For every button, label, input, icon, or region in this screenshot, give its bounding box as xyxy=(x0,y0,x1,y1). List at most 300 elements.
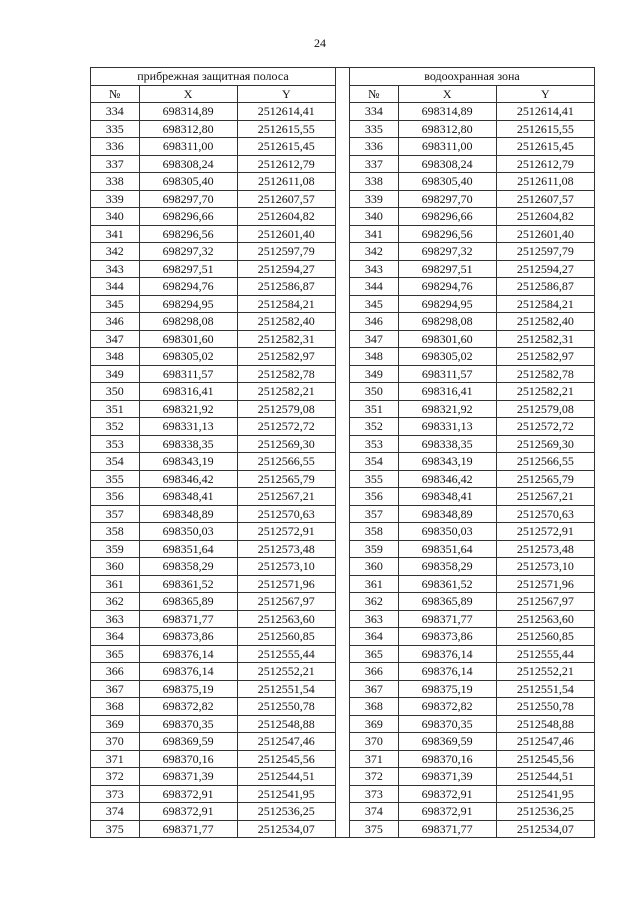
right-y-coordinate: 2512582,31 xyxy=(496,330,594,348)
right-y-coordinate: 2512573,10 xyxy=(496,558,594,576)
right-point-number: 340 xyxy=(350,208,399,226)
right-x-coordinate: 698314,89 xyxy=(398,103,496,121)
right-x-coordinate: 698370,16 xyxy=(398,750,496,768)
table-gap xyxy=(335,715,349,733)
left-y-coordinate: 2512584,21 xyxy=(237,295,335,313)
table-gap xyxy=(335,260,349,278)
table-gap xyxy=(335,628,349,646)
left-x-coordinate: 698370,16 xyxy=(139,750,237,768)
left-point-number: 369 xyxy=(91,715,140,733)
table-gap xyxy=(335,155,349,173)
right-point-number: 351 xyxy=(350,400,399,418)
left-x-coordinate: 698296,66 xyxy=(139,208,237,226)
left-x-coordinate: 698314,89 xyxy=(139,103,237,121)
right-point-number: 360 xyxy=(350,558,399,576)
left-y-coordinate: 2512573,10 xyxy=(237,558,335,576)
right-y-coordinate: 2512594,27 xyxy=(496,260,594,278)
right-x-coordinate: 698346,42 xyxy=(398,470,496,488)
right-y-coordinate: 2512567,21 xyxy=(496,488,594,506)
right-y-coordinate: 2512552,21 xyxy=(496,663,594,681)
table-row xyxy=(91,820,595,838)
left-point-number: 340 xyxy=(91,208,140,226)
right-x-coordinate: 698372,91 xyxy=(398,803,496,821)
right-y-coordinate: 2512597,79 xyxy=(496,243,594,261)
right-x-coordinate: 698371,77 xyxy=(398,820,496,838)
right-point-number: 350 xyxy=(350,383,399,401)
table-row xyxy=(91,400,595,418)
table-row xyxy=(91,278,595,296)
right-x-coordinate: 698294,95 xyxy=(398,295,496,313)
left-point-number: 359 xyxy=(91,540,140,558)
table-row xyxy=(91,523,595,541)
left-x-coordinate: 698373,86 xyxy=(139,628,237,646)
left-point-number: 342 xyxy=(91,243,140,261)
right-x-coordinate: 698338,35 xyxy=(398,435,496,453)
left-y-coordinate: 2512582,40 xyxy=(237,313,335,331)
right-x-coordinate: 698305,40 xyxy=(398,173,496,191)
left-point-number: 372 xyxy=(91,768,140,786)
right-y-coordinate: 2512570,63 xyxy=(496,505,594,523)
left-x-coordinate: 698312,80 xyxy=(139,120,237,138)
right-header-number: № xyxy=(350,85,399,103)
left-x-coordinate: 698348,41 xyxy=(139,488,237,506)
right-header-y: Y xyxy=(496,85,594,103)
left-x-coordinate: 698294,76 xyxy=(139,278,237,296)
left-y-coordinate: 2512615,45 xyxy=(237,138,335,156)
left-y-coordinate: 2512563,60 xyxy=(237,610,335,628)
right-x-coordinate: 698371,39 xyxy=(398,768,496,786)
table-gap xyxy=(335,488,349,506)
right-point-number: 359 xyxy=(350,540,399,558)
right-point-number: 341 xyxy=(350,225,399,243)
right-x-coordinate: 698311,57 xyxy=(398,365,496,383)
right-x-coordinate: 698361,52 xyxy=(398,575,496,593)
left-x-coordinate: 698308,24 xyxy=(139,155,237,173)
table-gap xyxy=(335,348,349,366)
right-y-coordinate: 2512584,21 xyxy=(496,295,594,313)
right-y-coordinate: 2512572,72 xyxy=(496,418,594,436)
left-point-number: 365 xyxy=(91,645,140,663)
left-x-coordinate: 698376,14 xyxy=(139,645,237,663)
left-y-coordinate: 2512582,97 xyxy=(237,348,335,366)
table-row xyxy=(91,383,595,401)
table-gap xyxy=(335,610,349,628)
right-x-coordinate: 698351,64 xyxy=(398,540,496,558)
table-gap xyxy=(335,435,349,453)
table-gap xyxy=(335,243,349,261)
table-row xyxy=(91,575,595,593)
right-y-coordinate: 2512571,96 xyxy=(496,575,594,593)
right-y-coordinate: 2512601,40 xyxy=(496,225,594,243)
right-point-number: 339 xyxy=(350,190,399,208)
left-y-coordinate: 2512548,88 xyxy=(237,715,335,733)
right-y-coordinate: 2512536,25 xyxy=(496,803,594,821)
page-number: 24 xyxy=(314,36,326,50)
table-gap xyxy=(335,470,349,488)
right-x-coordinate: 698375,19 xyxy=(398,680,496,698)
left-point-number: 350 xyxy=(91,383,140,401)
left-x-coordinate: 698350,03 xyxy=(139,523,237,541)
right-point-number: 354 xyxy=(350,453,399,471)
left-y-coordinate: 2512534,07 xyxy=(237,820,335,838)
table-gap xyxy=(335,330,349,348)
left-y-coordinate: 2512552,21 xyxy=(237,663,335,681)
right-y-coordinate: 2512604,82 xyxy=(496,208,594,226)
left-header-number: № xyxy=(91,85,140,103)
left-x-coordinate: 698372,82 xyxy=(139,698,237,716)
left-x-coordinate: 698372,91 xyxy=(139,803,237,821)
table-row xyxy=(91,435,595,453)
table-row xyxy=(91,505,595,523)
left-y-coordinate: 2512572,91 xyxy=(237,523,335,541)
table-gap xyxy=(335,820,349,838)
left-x-coordinate: 698376,14 xyxy=(139,663,237,681)
table-row xyxy=(91,453,595,471)
left-x-coordinate: 698331,13 xyxy=(139,418,237,436)
table-gap xyxy=(335,663,349,681)
right-x-coordinate: 698316,41 xyxy=(398,383,496,401)
left-x-coordinate: 698311,00 xyxy=(139,138,237,156)
table-row xyxy=(91,488,595,506)
right-x-coordinate: 698331,13 xyxy=(398,418,496,436)
left-point-number: 357 xyxy=(91,505,140,523)
right-x-coordinate: 698311,00 xyxy=(398,138,496,156)
right-y-coordinate: 2512573,48 xyxy=(496,540,594,558)
left-x-coordinate: 698321,92 xyxy=(139,400,237,418)
table-row xyxy=(91,313,595,331)
right-y-coordinate: 2512607,57 xyxy=(496,190,594,208)
table-row xyxy=(91,103,595,121)
right-header-x: X xyxy=(398,85,496,103)
right-point-number: 348 xyxy=(350,348,399,366)
table-gap xyxy=(335,365,349,383)
right-point-number: 358 xyxy=(350,523,399,541)
right-y-coordinate: 2512582,21 xyxy=(496,383,594,401)
right-y-coordinate: 2512614,41 xyxy=(496,103,594,121)
table-row xyxy=(91,470,595,488)
table-gap xyxy=(335,173,349,191)
right-y-coordinate: 2512560,85 xyxy=(496,628,594,646)
left-y-coordinate: 2512607,57 xyxy=(237,190,335,208)
table-row xyxy=(91,418,595,436)
right-x-coordinate: 698301,60 xyxy=(398,330,496,348)
right-point-number: 343 xyxy=(350,260,399,278)
right-point-number: 349 xyxy=(350,365,399,383)
right-y-coordinate: 2512551,54 xyxy=(496,680,594,698)
right-point-number: 375 xyxy=(350,820,399,838)
right-point-number: 374 xyxy=(350,803,399,821)
right-x-coordinate: 698305,02 xyxy=(398,348,496,366)
left-y-coordinate: 2512601,40 xyxy=(237,225,335,243)
table-gap xyxy=(335,523,349,541)
right-point-number: 372 xyxy=(350,768,399,786)
right-x-coordinate: 698297,51 xyxy=(398,260,496,278)
right-point-number: 363 xyxy=(350,610,399,628)
right-y-coordinate: 2512547,46 xyxy=(496,733,594,751)
right-point-number: 368 xyxy=(350,698,399,716)
table-row xyxy=(91,295,595,313)
right-point-number: 342 xyxy=(350,243,399,261)
right-x-coordinate: 698308,24 xyxy=(398,155,496,173)
right-y-coordinate: 2512582,40 xyxy=(496,313,594,331)
right-x-coordinate: 698373,86 xyxy=(398,628,496,646)
left-x-coordinate: 698338,35 xyxy=(139,435,237,453)
left-point-number: 334 xyxy=(91,103,140,121)
table-gap xyxy=(335,68,349,86)
table-row xyxy=(91,610,595,628)
left-x-coordinate: 698375,19 xyxy=(139,680,237,698)
left-x-coordinate: 698361,52 xyxy=(139,575,237,593)
left-y-coordinate: 2512551,54 xyxy=(237,680,335,698)
table-gap xyxy=(335,313,349,331)
right-point-number: 336 xyxy=(350,138,399,156)
right-point-number: 346 xyxy=(350,313,399,331)
left-y-coordinate: 2512579,08 xyxy=(237,400,335,418)
table-gap xyxy=(335,645,349,663)
left-y-coordinate: 2512569,30 xyxy=(237,435,335,453)
left-y-coordinate: 2512570,63 xyxy=(237,505,335,523)
right-x-coordinate: 698376,14 xyxy=(398,645,496,663)
table-gap xyxy=(335,593,349,611)
right-point-number: 357 xyxy=(350,505,399,523)
table-row xyxy=(91,698,595,716)
right-x-coordinate: 698365,89 xyxy=(398,593,496,611)
table-row xyxy=(91,663,595,681)
right-point-number: 365 xyxy=(350,645,399,663)
table-row xyxy=(91,540,595,558)
left-x-coordinate: 698371,77 xyxy=(139,610,237,628)
left-point-number: 348 xyxy=(91,348,140,366)
table-gap xyxy=(335,295,349,313)
table-gap xyxy=(335,733,349,751)
left-y-coordinate: 2512582,78 xyxy=(237,365,335,383)
table-gap xyxy=(335,103,349,121)
table-row xyxy=(91,330,595,348)
left-y-coordinate: 2512572,72 xyxy=(237,418,335,436)
left-y-coordinate: 2512565,79 xyxy=(237,470,335,488)
right-point-number: 338 xyxy=(350,173,399,191)
table-gap xyxy=(335,680,349,698)
table-row xyxy=(91,225,595,243)
table-row xyxy=(91,768,595,786)
left-y-coordinate: 2512586,87 xyxy=(237,278,335,296)
left-x-coordinate: 698316,41 xyxy=(139,383,237,401)
left-point-number: 367 xyxy=(91,680,140,698)
table-gap xyxy=(335,208,349,226)
right-point-number: 356 xyxy=(350,488,399,506)
left-point-number: 373 xyxy=(91,785,140,803)
right-x-coordinate: 698372,82 xyxy=(398,698,496,716)
left-point-number: 356 xyxy=(91,488,140,506)
right-point-number: 364 xyxy=(350,628,399,646)
left-x-coordinate: 698296,56 xyxy=(139,225,237,243)
table-gap xyxy=(335,785,349,803)
table-header-row xyxy=(91,85,595,103)
left-point-number: 338 xyxy=(91,173,140,191)
right-y-coordinate: 2512541,95 xyxy=(496,785,594,803)
left-x-coordinate: 698372,91 xyxy=(139,785,237,803)
left-x-coordinate: 698369,59 xyxy=(139,733,237,751)
right-y-coordinate: 2512615,45 xyxy=(496,138,594,156)
left-y-coordinate: 2512615,55 xyxy=(237,120,335,138)
left-x-coordinate: 698370,35 xyxy=(139,715,237,733)
left-point-number: 353 xyxy=(91,435,140,453)
left-point-number: 343 xyxy=(91,260,140,278)
left-y-coordinate: 2512612,79 xyxy=(237,155,335,173)
right-y-coordinate: 2512612,79 xyxy=(496,155,594,173)
right-y-coordinate: 2512555,44 xyxy=(496,645,594,663)
left-x-coordinate: 698371,39 xyxy=(139,768,237,786)
right-y-coordinate: 2512534,07 xyxy=(496,820,594,838)
table-row xyxy=(91,173,595,191)
left-point-number: 355 xyxy=(91,470,140,488)
right-y-coordinate: 2512566,55 xyxy=(496,453,594,471)
left-x-coordinate: 698305,40 xyxy=(139,173,237,191)
left-point-number: 358 xyxy=(91,523,140,541)
table-gap xyxy=(335,85,349,103)
left-point-number: 375 xyxy=(91,820,140,838)
table-row xyxy=(91,733,595,751)
table-gap xyxy=(335,400,349,418)
right-y-coordinate: 2512586,87 xyxy=(496,278,594,296)
left-header-y: Y xyxy=(237,85,335,103)
left-x-coordinate: 698297,70 xyxy=(139,190,237,208)
right-y-coordinate: 2512548,88 xyxy=(496,715,594,733)
right-table-title: водоохранная зона xyxy=(350,68,595,86)
left-point-number: 349 xyxy=(91,365,140,383)
right-y-coordinate: 2512565,79 xyxy=(496,470,594,488)
right-point-number: 371 xyxy=(350,750,399,768)
right-x-coordinate: 698348,89 xyxy=(398,505,496,523)
table-title-row xyxy=(91,68,595,86)
right-x-coordinate: 698312,80 xyxy=(398,120,496,138)
left-header-x: X xyxy=(139,85,237,103)
left-y-coordinate: 2512544,51 xyxy=(237,768,335,786)
right-y-coordinate: 2512582,78 xyxy=(496,365,594,383)
left-point-number: 360 xyxy=(91,558,140,576)
right-y-coordinate: 2512582,97 xyxy=(496,348,594,366)
right-x-coordinate: 698350,03 xyxy=(398,523,496,541)
left-y-coordinate: 2512611,08 xyxy=(237,173,335,191)
table-gap xyxy=(335,505,349,523)
left-point-number: 341 xyxy=(91,225,140,243)
left-point-number: 335 xyxy=(91,120,140,138)
table-gap xyxy=(335,558,349,576)
left-point-number: 371 xyxy=(91,750,140,768)
table-gap xyxy=(335,540,349,558)
table-gap xyxy=(335,138,349,156)
left-point-number: 347 xyxy=(91,330,140,348)
right-point-number: 367 xyxy=(350,680,399,698)
left-x-coordinate: 698294,95 xyxy=(139,295,237,313)
right-point-number: 345 xyxy=(350,295,399,313)
right-y-coordinate: 2512563,60 xyxy=(496,610,594,628)
left-point-number: 344 xyxy=(91,278,140,296)
right-y-coordinate: 2512569,30 xyxy=(496,435,594,453)
table-row xyxy=(91,680,595,698)
coordinates-table xyxy=(90,67,595,838)
right-point-number: 373 xyxy=(350,785,399,803)
left-y-coordinate: 2512541,95 xyxy=(237,785,335,803)
right-y-coordinate: 2512550,78 xyxy=(496,698,594,716)
left-point-number: 366 xyxy=(91,663,140,681)
table-gap xyxy=(335,575,349,593)
left-y-coordinate: 2512550,78 xyxy=(237,698,335,716)
left-y-coordinate: 2512545,56 xyxy=(237,750,335,768)
table-row xyxy=(91,155,595,173)
left-x-coordinate: 698351,64 xyxy=(139,540,237,558)
left-y-coordinate: 2512566,55 xyxy=(237,453,335,471)
left-y-coordinate: 2512547,46 xyxy=(237,733,335,751)
right-point-number: 355 xyxy=(350,470,399,488)
left-point-number: 336 xyxy=(91,138,140,156)
left-x-coordinate: 698311,57 xyxy=(139,365,237,383)
left-y-coordinate: 2512571,96 xyxy=(237,575,335,593)
left-y-coordinate: 2512582,21 xyxy=(237,383,335,401)
left-point-number: 370 xyxy=(91,733,140,751)
left-x-coordinate: 698358,29 xyxy=(139,558,237,576)
table-row xyxy=(91,803,595,821)
table-row xyxy=(91,348,595,366)
right-x-coordinate: 698348,41 xyxy=(398,488,496,506)
left-x-coordinate: 698346,42 xyxy=(139,470,237,488)
right-y-coordinate: 2512567,97 xyxy=(496,593,594,611)
table-gap xyxy=(335,453,349,471)
right-point-number: 347 xyxy=(350,330,399,348)
left-y-coordinate: 2512555,44 xyxy=(237,645,335,663)
right-point-number: 334 xyxy=(350,103,399,121)
right-y-coordinate: 2512615,55 xyxy=(496,120,594,138)
table-row xyxy=(91,785,595,803)
left-x-coordinate: 698298,08 xyxy=(139,313,237,331)
left-point-number: 345 xyxy=(91,295,140,313)
right-y-coordinate: 2512611,08 xyxy=(496,173,594,191)
left-point-number: 374 xyxy=(91,803,140,821)
table-gap xyxy=(335,383,349,401)
table-row xyxy=(91,365,595,383)
left-y-coordinate: 2512604,82 xyxy=(237,208,335,226)
right-point-number: 337 xyxy=(350,155,399,173)
right-x-coordinate: 698294,76 xyxy=(398,278,496,296)
right-point-number: 362 xyxy=(350,593,399,611)
table-row xyxy=(91,750,595,768)
table-gap xyxy=(335,418,349,436)
left-y-coordinate: 2512536,25 xyxy=(237,803,335,821)
left-x-coordinate: 698301,60 xyxy=(139,330,237,348)
table-row xyxy=(91,628,595,646)
left-x-coordinate: 698348,89 xyxy=(139,505,237,523)
left-y-coordinate: 2512567,97 xyxy=(237,593,335,611)
right-x-coordinate: 698372,91 xyxy=(398,785,496,803)
left-point-number: 364 xyxy=(91,628,140,646)
left-point-number: 351 xyxy=(91,400,140,418)
table-row xyxy=(91,558,595,576)
right-x-coordinate: 698376,14 xyxy=(398,663,496,681)
left-x-coordinate: 698297,32 xyxy=(139,243,237,261)
left-y-coordinate: 2512594,27 xyxy=(237,260,335,278)
left-point-number: 362 xyxy=(91,593,140,611)
left-point-number: 339 xyxy=(91,190,140,208)
table-row xyxy=(91,260,595,278)
right-x-coordinate: 698296,66 xyxy=(398,208,496,226)
left-x-coordinate: 698305,02 xyxy=(139,348,237,366)
table-row xyxy=(91,243,595,261)
left-y-coordinate: 2512560,85 xyxy=(237,628,335,646)
right-x-coordinate: 698370,35 xyxy=(398,715,496,733)
left-y-coordinate: 2512614,41 xyxy=(237,103,335,121)
right-point-number: 344 xyxy=(350,278,399,296)
right-point-number: 335 xyxy=(350,120,399,138)
